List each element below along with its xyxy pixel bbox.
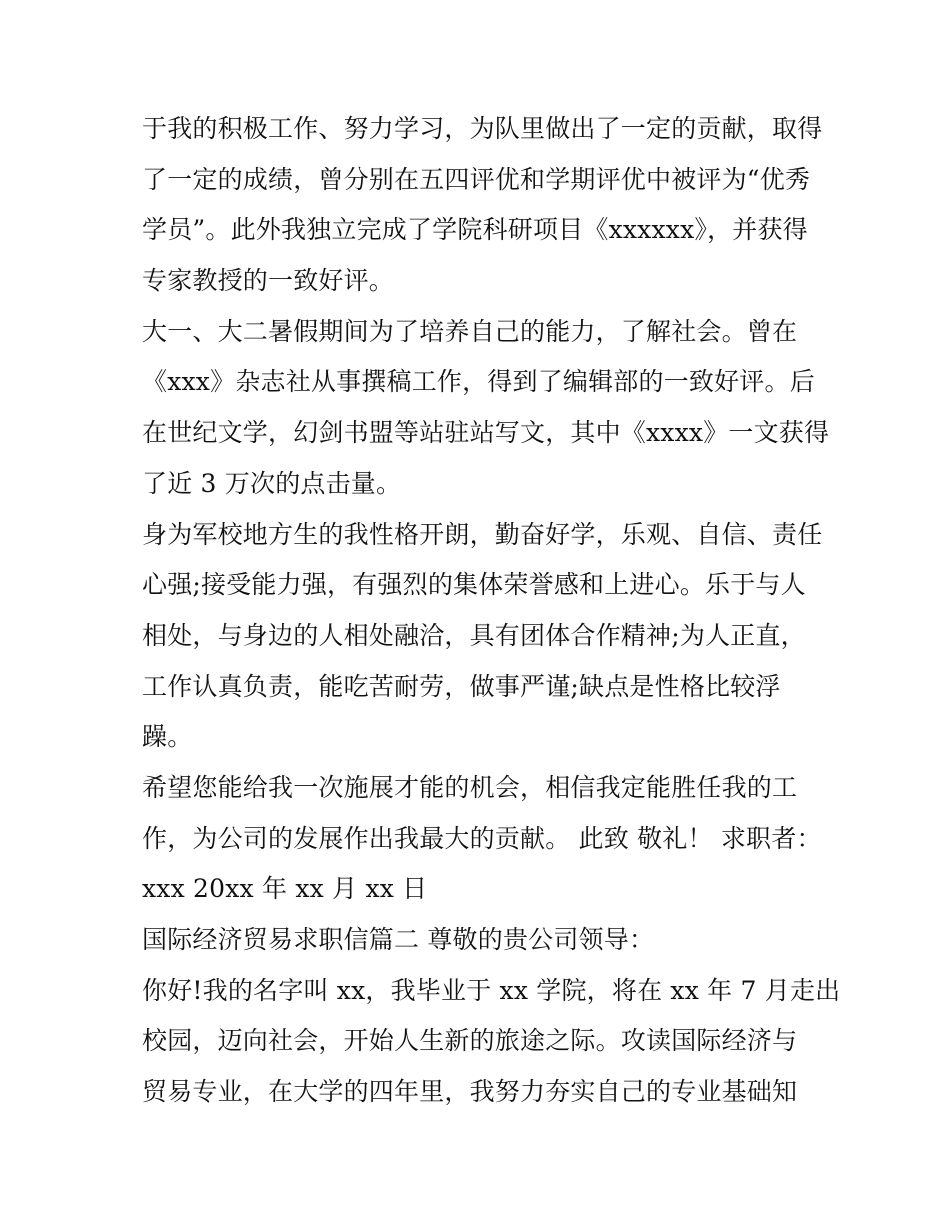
document-body	[142, 104, 841, 1118]
text-line: 心强;接受能力强，有强烈的集体荣誉感和上进心。乐于与人	[142, 570, 806, 600]
text-line: 相处，与身边的人相处融洽，具有团体合作精神;为人正直，	[142, 620, 806, 650]
text-line: 专家教授的一致好评。	[142, 266, 395, 296]
text-line: 了近 3 万次的点击量。	[142, 468, 402, 498]
text-line: xxx 20xx 年 xx 月 xx 日	[142, 874, 428, 904]
text-line: 希望您能给我一次施展才能的机会，相信我定能胜任我的工	[142, 772, 798, 802]
text-line: 贸易专业，在大学的四年里，我努力夯实自己的专业基础知	[142, 1077, 798, 1107]
text-line: 躁。	[142, 722, 193, 752]
text-line: 大一、大二暑假期间为了培养自己的能力，了解社会。曾在	[142, 316, 798, 346]
text-line: 国际经济贸易求职信篇二 尊敬的贵公司领导：	[142, 925, 655, 954]
text-line: 作，为公司的发展作出我最大的贡献。 此致 敬礼！ 求职者：	[142, 823, 822, 853]
text-line: 《xxx》杂志社从事撰稿工作，得到了编辑部的一致好评。后	[142, 367, 815, 397]
text-line: 学员”。此外我独立完成了学院科研项目《xxxxxx》，并获得	[142, 215, 808, 245]
text-line: 工作认真负责，能吃苦耐劳，做事严谨;缺点是性格比较浮	[142, 671, 781, 701]
text-line: 身为军校地方生的我性格开朗，勤奋好学，乐观、自信、责任	[142, 519, 823, 549]
text-line: 你好!我的名字叫 xx，我毕业于 xx 学院，将在 xx 年 7 月走出	[142, 975, 841, 1005]
text-line: 在世纪文学，幻剑书盟等站驻站写文，其中《xxxx》一文获得	[142, 418, 830, 448]
text-line: 于我的积极工作、努力学习，为队里做出了一定的贡献，取得	[142, 114, 823, 143]
text-line: 校园，迈向社会，开始人生新的旅途之际。攻读国际经济与	[142, 1026, 798, 1056]
text-line: 了一定的成绩，曾分别在五四评优和学期评优中被评为“优秀	[142, 164, 811, 194]
